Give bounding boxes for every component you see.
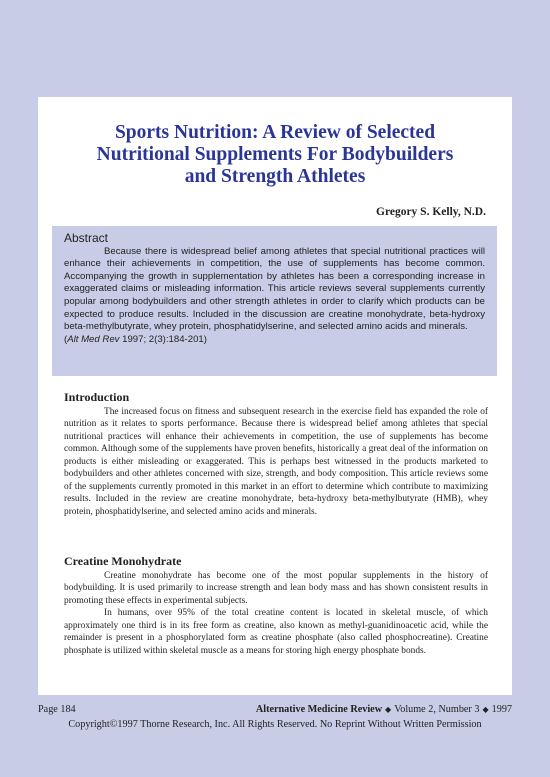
abstract-heading: Abstract	[64, 231, 109, 245]
citation-journal: Alt Med Rev	[67, 333, 120, 345]
introduction-section	[64, 391, 488, 518]
footer-row	[38, 704, 512, 718]
introduction-heading: Introduction	[64, 390, 130, 404]
journal-year: 1997	[491, 704, 512, 715]
title-line-3: and Strength Athletes	[184, 166, 366, 187]
creatine-section	[64, 555, 488, 657]
diamond-icon: ◆	[385, 705, 392, 714]
introduction-body: The increased focus on fitness and subsequent research in the exercise field has expanded the role of nutrition as it relates to sports performance. Because there is widespread belief among athletes that special nutritional practices will enhance their achievements in competition, the use of supplements has become common. Although some of the supplements have proven benefits, historically a great deal of the information on products is either misleading or exaggerated. This is perhaps best witnessed in the products marketed to bodybuilders and other athletes concerned with size, strength, and body composition. This article reviews some of the supplements currently promoted in this market in an effort to determine which contribute to maximizing results. Included in the review are creatine monohydrate, beta-hydroxy beta-methylbutyrate (HMB), whey protein, phosphatidylserine, and selected amino acids and minerals.	[64, 406, 488, 517]
title-line-2: Nutritional Supplements For Bodybuilders	[96, 144, 454, 165]
abstract-box	[52, 226, 497, 376]
article-title	[38, 122, 512, 188]
creatine-heading: Creatine Monohydrate	[64, 554, 182, 568]
page-number: Page 184	[38, 704, 76, 715]
copyright-line: Copyright©1997 Thorne Research, Inc. All Rights Reserved. No Reprint Without Written Permission	[68, 719, 482, 730]
journal-info	[256, 704, 512, 715]
diamond-icon: ◆	[482, 705, 489, 714]
citation-rest: 1997; 2(3):184-201)	[119, 333, 207, 345]
title-line-1: Sports Nutrition: A Review of Selected	[114, 122, 436, 143]
journal-name: Alternative Medicine Review	[255, 704, 383, 715]
author-name: Gregory S. Kelly, N.D.	[376, 206, 486, 218]
abstract-body: Because there is widespread belief among athletes that special nutritional practices will enhance their achievements in competition, the use of supplements has become common. Accompanying the growth in supplementation by athletes has been a corresponding increase in exaggerated claims or misleading information. This article reviews several supplements currently popular among bodybuilders and other strength athletes in order to clarify which products can be expected to produce results. Included in the discussion are creatine monohydrate, beta-hydroxy beta-methylbutyrate, whey protein, phosphatidylserine, and selected amino acids and minerals.	[64, 245, 485, 333]
creatine-para-1: Creatine monohydrate has become one of the most popular supplements in the history of bodybuilding. It is used primarily to increase strength and lean body mass and has shown consistent results in promoting these effects in experimental subjects.	[64, 570, 488, 606]
abstract-citation: (Alt Med Rev 1997; 2(3):184-201)	[64, 333, 207, 345]
creatine-para-2: In humans, over 95% of the total creatine content is located in skeletal muscle, of which approximately one third is in its free form as creatine, also known as methyl-guanidinoacetic acid, while the remainder is present in a phosphorylated form as creatine phosphate (also called phosphocreatine). Creatine phosphate is utilized within skeletal muscle as a means for storing high energy phosphate bonds.	[64, 608, 488, 656]
journal-volume: Volume 2, Number 3	[394, 704, 480, 715]
